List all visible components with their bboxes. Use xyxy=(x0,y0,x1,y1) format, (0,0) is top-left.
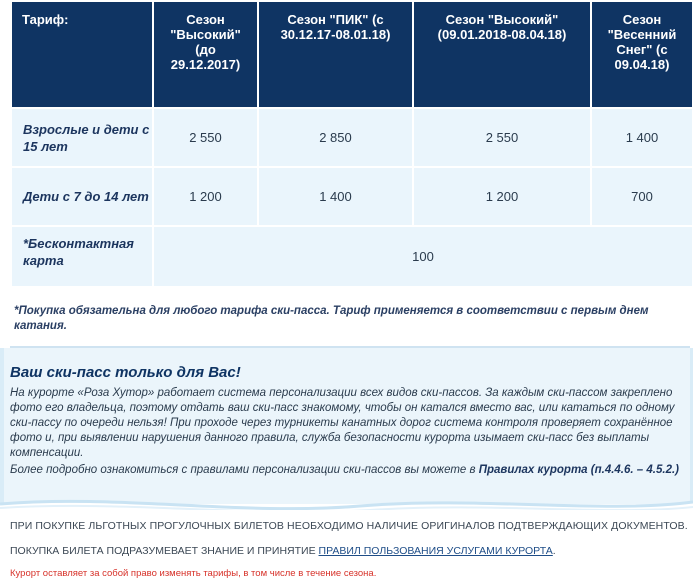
price-cell-card: 100 xyxy=(153,226,693,287)
personal-skipass-box xyxy=(0,348,693,504)
header-season-peak: Сезон "ПИК" (с 30.12.17-08.01.18) xyxy=(258,1,413,108)
personal-more xyxy=(10,463,686,478)
box-left-border xyxy=(0,348,4,504)
footer-documents-note: ПРИ ПОКУПКЕ ЛЬГОТНЫХ ПРОГУЛОЧНЫХ БИЛЕТОВ НЕОБХОДИМО НАЛИЧИЕ ОРИГИНАЛОВ ПОДТВЕРЖДАЮЩИХ ДОКУМЕНТОВ. xyxy=(10,520,688,532)
tariff-table xyxy=(10,0,693,288)
footer-rules-suffix: . xyxy=(552,545,556,557)
tariff-note xyxy=(10,290,690,348)
header-tariff: Тариф: xyxy=(11,1,153,108)
footer-tariff-change-warning: Курорт оставляет за собой право изменять тарифы, в том числе в течение сезона. xyxy=(10,568,377,579)
row-label-adults: Взрослые и дети с 15 лет xyxy=(11,108,153,167)
table-row xyxy=(11,226,693,287)
personal-body: На курорте «Роза Хутор» работает система персонализации всех видов ски-пассов. За каждым ски-пассом закреплено фото его владельца, поэтому отдать ваш ски-пасс знакомому, чтобы он катался вместо вас, или кататься по одному ски-пассу по очереди нельзя! При проходе через турникеты канатных дорог система контроля проверяет сохранённое фото и, при выявлении нарушения данного правила, служба безопасности курорта изымает ски-пасс без выплаты компенсации. xyxy=(10,387,675,459)
header-season-high-late: Сезон "Высокий" (09.01.2018-08.04.18) xyxy=(413,1,591,108)
resort-services-rules-link[interactable]: ПРАВИЛ ПОЛЬЗОВАНИЯ УСЛУГАМИ КУРОРТА xyxy=(318,545,553,557)
personal-title: Ваш ски-пасс только для Вас! xyxy=(10,364,241,381)
price-cell: 2 850 xyxy=(258,108,413,167)
tariff-header-row xyxy=(11,1,693,108)
tariff-note-text: *Покупка обязательна для любого тарифа ски-пасса. Тариф применяется в соответствии с первым днем катания. xyxy=(14,305,649,332)
price-cell: 1 400 xyxy=(591,108,693,167)
row-label-card: *Бесконтактная карта xyxy=(11,226,153,287)
row-label-children: Дети с 7 до 14 лет xyxy=(11,167,153,226)
price-cell: 1 200 xyxy=(153,167,258,226)
footer-rules-prefix: ПОКУПКА БИЛЕТА ПОДРАЗУМЕВАЕТ ЗНАНИЕ И ПРИНЯТИЕ xyxy=(10,545,319,557)
personal-more-prefix: Более подробно ознакомиться с правилами персонализации ски-пассов вы можете в xyxy=(10,464,479,476)
table-row xyxy=(11,167,693,226)
price-cell: 2 550 xyxy=(153,108,258,167)
header-season-high-early: Сезон "Высокий" (до 29.12.2017) xyxy=(153,1,258,108)
table-row xyxy=(11,108,693,167)
header-season-spring: Сезон "Весенний Снег" (с 09.04.18) xyxy=(591,1,693,108)
resort-rules-link[interactable]: Правилах курорта (п.4.4.6. – 4.5.2.) xyxy=(478,464,679,476)
price-cell: 700 xyxy=(591,167,693,226)
price-cell: 2 550 xyxy=(413,108,591,167)
footer-rules-note xyxy=(10,545,556,557)
price-cell: 1 400 xyxy=(258,167,413,226)
price-cell: 1 200 xyxy=(413,167,591,226)
footer-notes xyxy=(0,510,693,588)
